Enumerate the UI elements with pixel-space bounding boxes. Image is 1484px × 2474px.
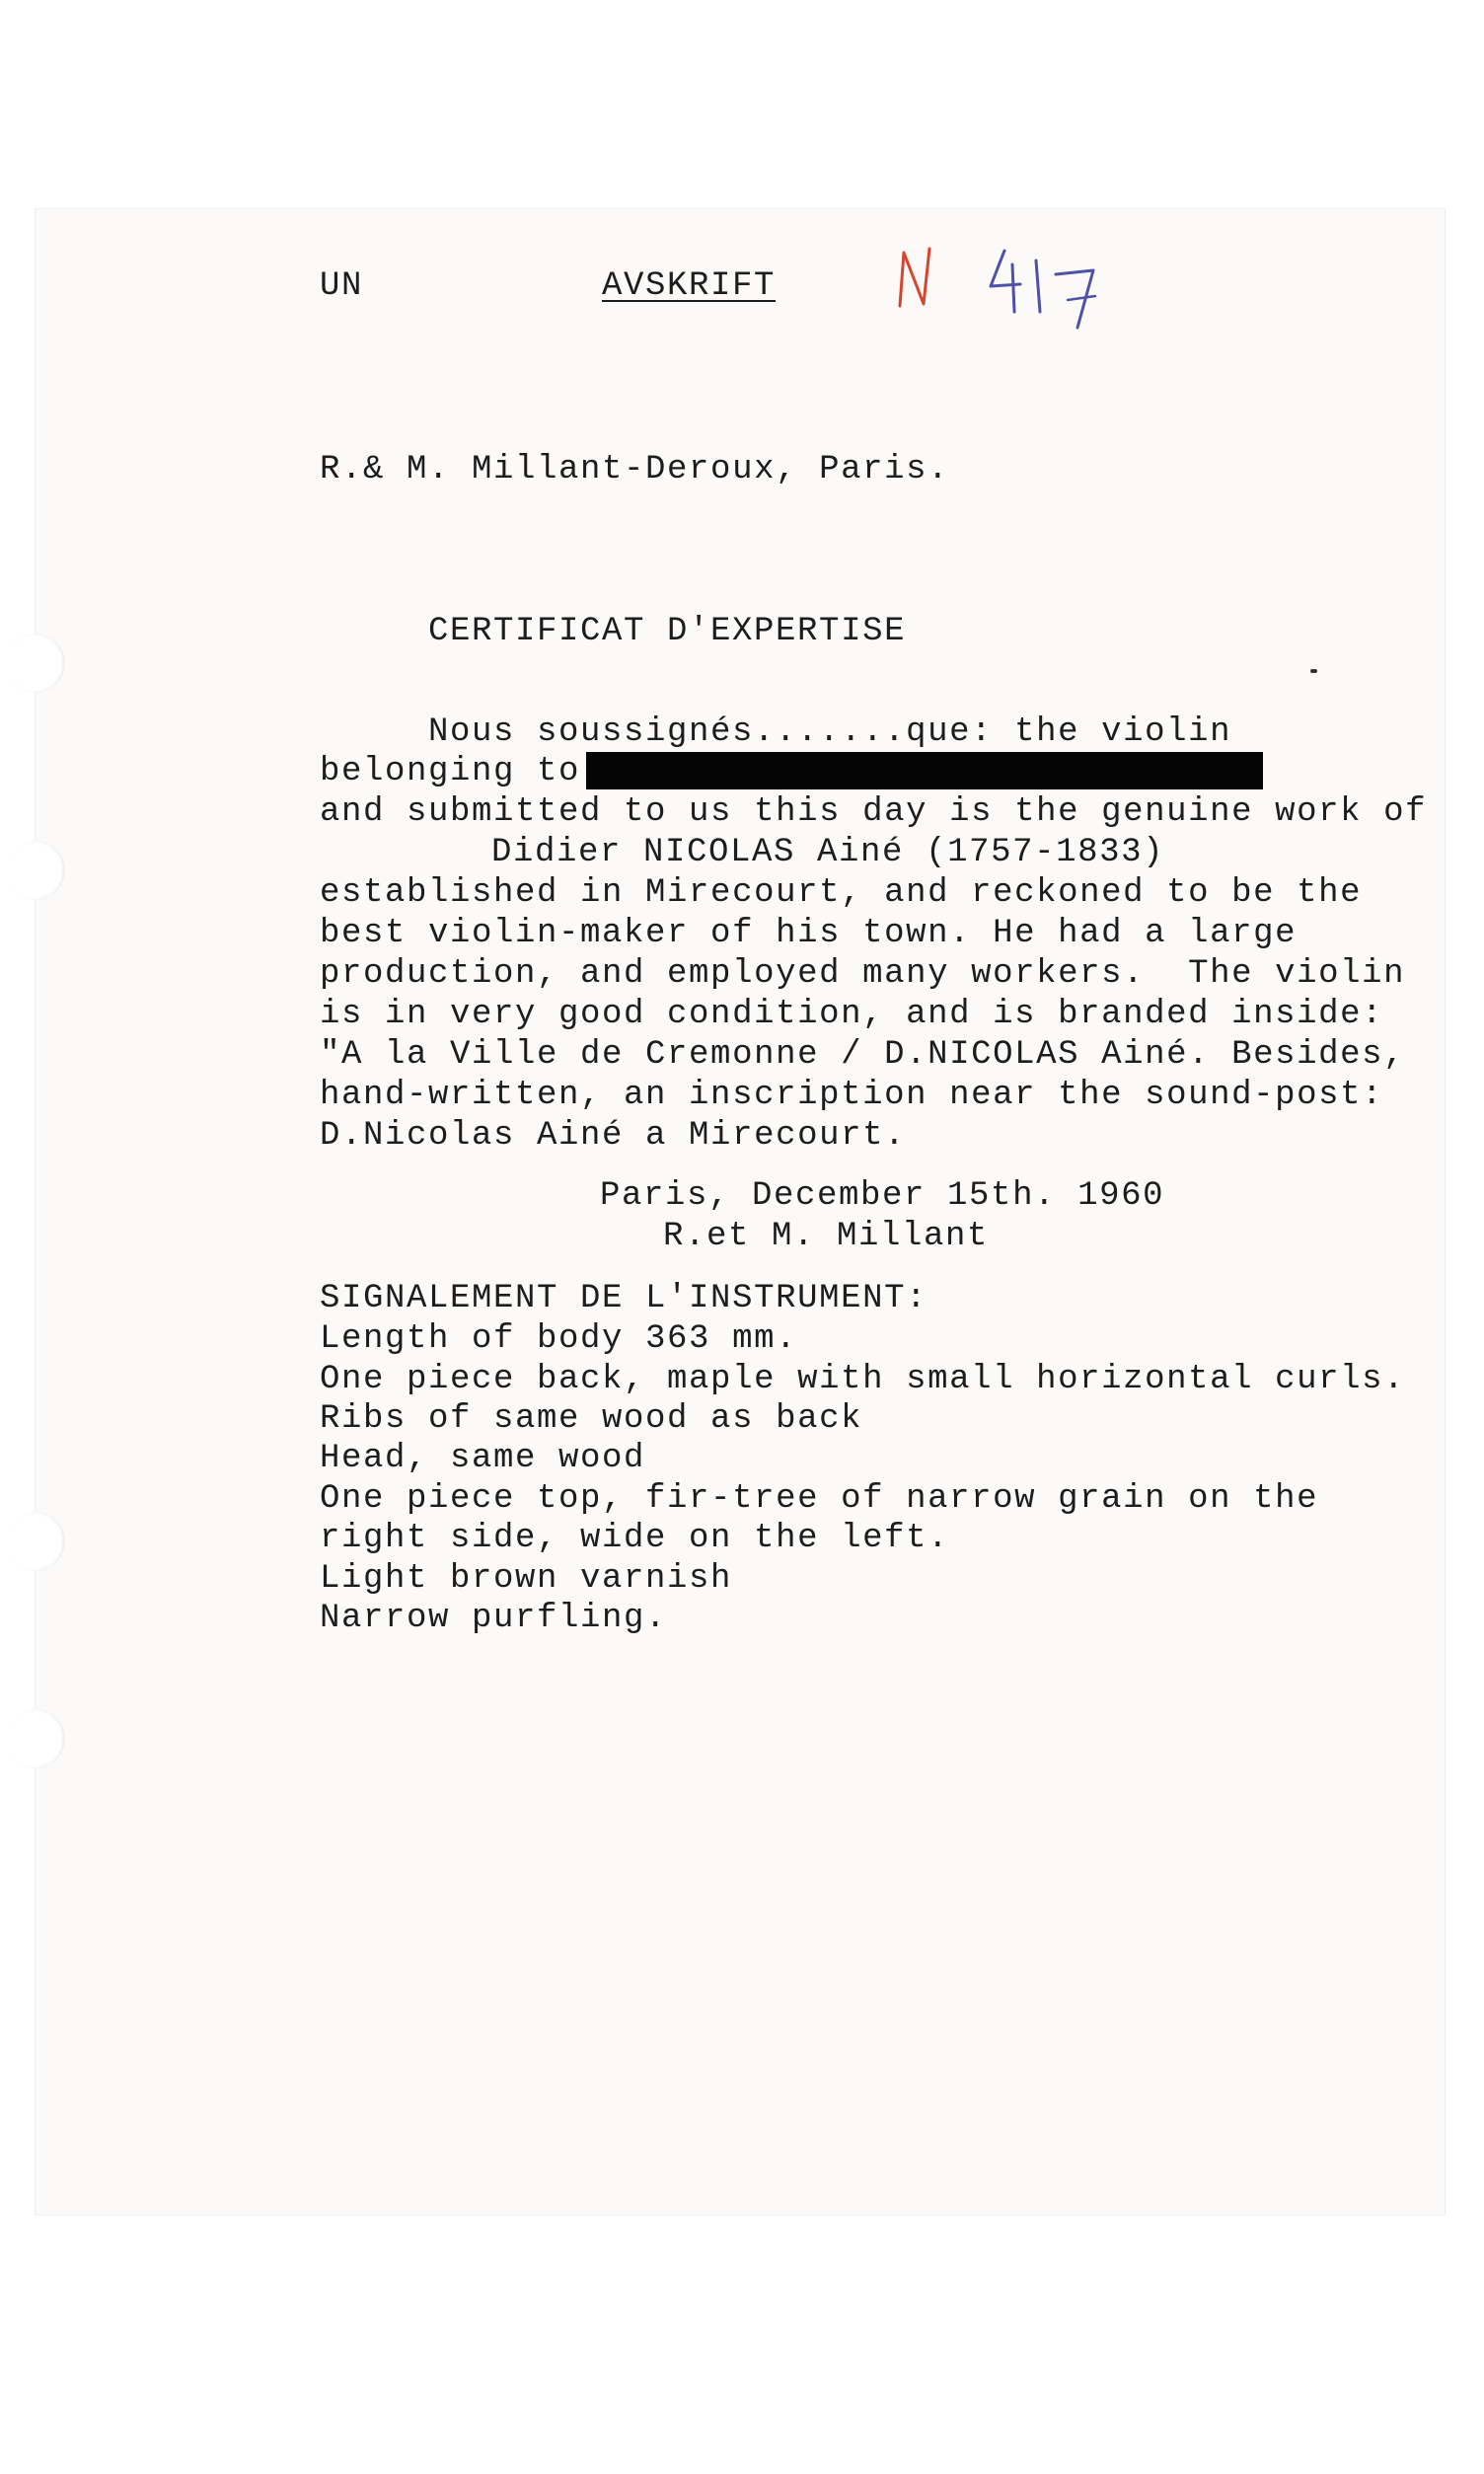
description-line: One piece top, fir-tree of narrow grain on the <box>320 1480 1319 1518</box>
header-title: AVSKRIFT <box>602 267 777 305</box>
description-line: Light brown varnish <box>320 1560 733 1598</box>
punch-hole <box>6 1512 65 1571</box>
description-line: Length of body 363 mm. <box>320 1320 798 1358</box>
maker-name-line: Didier NICOLAS Ainé (1757-1833) <box>491 834 1165 871</box>
description-heading: SIGNALEMENT DE L'INSTRUMENT: <box>320 1280 928 1317</box>
description-line: Head, same wood <box>320 1440 646 1477</box>
header-label-un: UN <box>320 267 364 305</box>
signature-line: R.et M. Millant <box>663 1218 990 1255</box>
punch-hole <box>6 1709 65 1768</box>
punch-hole <box>6 841 65 900</box>
body-line: production, and employed many workers. The violin <box>320 955 1406 993</box>
redaction-bar <box>586 752 1263 789</box>
body-line: is in very good condition, and is branded inside: <box>320 996 1384 1033</box>
body-line: D.Nicolas Ainé a Mirecourt. <box>320 1117 907 1155</box>
sender-line: R.& M. Millant-Deroux, Paris. <box>320 451 950 488</box>
body-line: best violin-maker of his town. He had a large <box>320 915 1298 952</box>
body-line: hand-written, an inscription near the sound-post: <box>320 1077 1384 1114</box>
body-line: "A la Ville de Cremonne / D.NICOLAS Ainé. Besides, <box>320 1036 1406 1074</box>
body-line: and submitted to us this day is the genuine work of <box>320 793 1428 831</box>
stray-ink-mark <box>1310 669 1317 673</box>
date-line: Paris, December 15th. 1960 <box>600 1177 1165 1215</box>
handwritten-reference-mark <box>888 235 1125 334</box>
body-line: established in Mirecourt, and reckoned to be the <box>320 874 1363 912</box>
body-line: belonging to <box>320 753 581 790</box>
description-line: right side, wide on the left. <box>320 1520 950 1557</box>
description-line: Ribs of same wood as back <box>320 1400 863 1438</box>
punch-hole <box>6 634 65 693</box>
description-line: Narrow purfling. <box>320 1600 668 1637</box>
body-line: Nous soussignés.......que: the violin <box>428 713 1232 751</box>
description-line: One piece back, maple with small horizontal curls. <box>320 1361 1406 1398</box>
certificate-title: CERTIFICAT D'EXPERTISE <box>428 613 907 650</box>
